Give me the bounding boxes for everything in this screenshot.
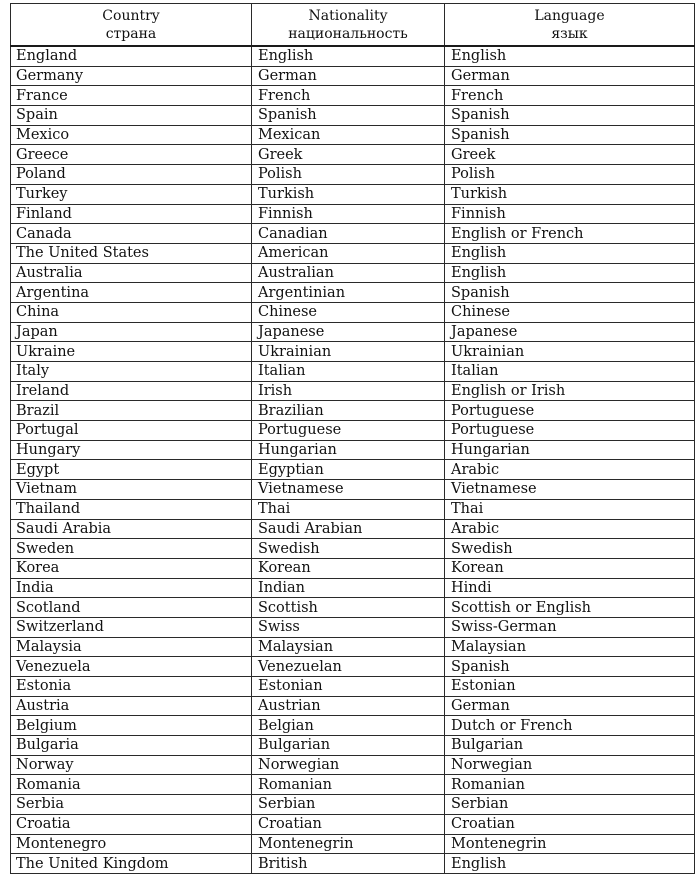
nationality-cell: American: [252, 243, 445, 263]
country-cell: Montenegro: [11, 834, 252, 854]
table-row: [11, 480, 695, 500]
country-cell: Norway: [11, 755, 252, 775]
language-cell: French: [445, 86, 695, 106]
header-nationality-ru: национальность: [288, 25, 408, 42]
country-cell: Korea: [11, 558, 252, 578]
nationality-cell: Indian: [252, 578, 445, 598]
language-cell: Greek: [445, 145, 695, 165]
header-country-ru: страна: [105, 25, 157, 42]
country-cell: Poland: [11, 165, 252, 185]
nationality-cell: Austrian: [252, 696, 445, 716]
table-row: [11, 342, 695, 362]
country-cell: Thailand: [11, 499, 252, 519]
country-cell: England: [11, 46, 252, 66]
nationality-cell: British: [252, 854, 445, 874]
nationality-cell: English: [252, 46, 445, 66]
nationality-cell: Vietnamese: [252, 480, 445, 500]
table-row: [11, 440, 695, 460]
language-cell: English or French: [445, 224, 695, 244]
country-cell: Belgium: [11, 716, 252, 736]
nationality-cell: Polish: [252, 165, 445, 185]
table-row: [11, 145, 695, 165]
table-row: [11, 834, 695, 854]
language-cell: Ukrainian: [445, 342, 695, 362]
country-cell: The United States: [11, 243, 252, 263]
language-cell: English: [445, 263, 695, 283]
language-cell: Polish: [445, 165, 695, 185]
country-cell: France: [11, 86, 252, 106]
language-cell: Hindi: [445, 578, 695, 598]
language-cell: Bulgarian: [445, 736, 695, 756]
header-language: [445, 4, 695, 47]
table-row: [11, 184, 695, 204]
country-cell: Estonia: [11, 677, 252, 697]
country-cell: Japan: [11, 322, 252, 342]
header-nationality: [252, 4, 445, 47]
country-cell: Sweden: [11, 539, 252, 559]
table-row: [11, 814, 695, 834]
nationality-cell: Spanish: [252, 106, 445, 126]
language-cell: Turkish: [445, 184, 695, 204]
nationality-cell: Saudi Arabian: [252, 519, 445, 539]
language-cell: Dutch or French: [445, 716, 695, 736]
nationality-cell: Finnish: [252, 204, 445, 224]
nationality-cell: Mexican: [252, 125, 445, 145]
language-cell: Swiss-German: [445, 617, 695, 637]
country-cell: Argentina: [11, 283, 252, 303]
country-cell: Germany: [11, 66, 252, 86]
country-cell: Scotland: [11, 598, 252, 618]
country-cell: China: [11, 302, 252, 322]
table-row: [11, 637, 695, 657]
table-row: [11, 66, 695, 86]
language-cell: Hungarian: [445, 440, 695, 460]
language-cell: Arabic: [445, 460, 695, 480]
nationality-cell: Canadian: [252, 224, 445, 244]
country-cell: The United Kingdom: [11, 854, 252, 874]
language-cell: Arabic: [445, 519, 695, 539]
language-cell: Spanish: [445, 657, 695, 677]
table-row: [11, 46, 695, 66]
language-cell: English: [445, 243, 695, 263]
table-row: [11, 736, 695, 756]
nationality-cell: Montenegrin: [252, 834, 445, 854]
language-cell: Finnish: [445, 204, 695, 224]
country-cell: Spain: [11, 106, 252, 126]
table-row: [11, 578, 695, 598]
nationality-cell: Estonian: [252, 677, 445, 697]
table-row: [11, 795, 695, 815]
language-cell: Montenegrin: [445, 834, 695, 854]
country-cell: Brazil: [11, 401, 252, 421]
table-row: [11, 598, 695, 618]
nationality-cell: Thai: [252, 499, 445, 519]
country-cell: Mexico: [11, 125, 252, 145]
table-row: [11, 499, 695, 519]
country-cell: Portugal: [11, 421, 252, 441]
nationality-cell: Chinese: [252, 302, 445, 322]
table-body: [11, 46, 695, 873]
nationality-cell: Swiss: [252, 617, 445, 637]
country-cell: Venezuela: [11, 657, 252, 677]
country-cell: Bulgaria: [11, 736, 252, 756]
table-row: [11, 558, 695, 578]
table-row: [11, 165, 695, 185]
country-cell: Ireland: [11, 381, 252, 401]
table-row: [11, 263, 695, 283]
nationality-cell: Malaysian: [252, 637, 445, 657]
nationality-cell: Japanese: [252, 322, 445, 342]
language-cell: Portuguese: [445, 421, 695, 441]
table-row: [11, 539, 695, 559]
country-cell: Croatia: [11, 814, 252, 834]
table-row: [11, 519, 695, 539]
header-language-en: Language: [534, 7, 605, 24]
language-cell: Malaysian: [445, 637, 695, 657]
language-cell: Spanish: [445, 106, 695, 126]
table-row: [11, 755, 695, 775]
nationality-cell: Argentinian: [252, 283, 445, 303]
language-cell: English: [445, 46, 695, 66]
table-row: [11, 657, 695, 677]
country-cell: Switzerland: [11, 617, 252, 637]
nationality-cell: Scottish: [252, 598, 445, 618]
table-row: [11, 106, 695, 126]
countries-table-container: [10, 3, 694, 874]
nationality-cell: Australian: [252, 263, 445, 283]
country-cell: Serbia: [11, 795, 252, 815]
country-cell: Malaysia: [11, 637, 252, 657]
language-cell: English: [445, 854, 695, 874]
country-cell: Italy: [11, 362, 252, 382]
table-row: [11, 283, 695, 303]
table-row: [11, 617, 695, 637]
nationality-cell: Bulgarian: [252, 736, 445, 756]
language-cell: Norwegian: [445, 755, 695, 775]
language-cell: German: [445, 66, 695, 86]
table-row: [11, 421, 695, 441]
nationality-cell: Egyptian: [252, 460, 445, 480]
header-nationality-en: Nationality: [308, 7, 388, 24]
header-language-ru: язык: [551, 25, 588, 42]
countries-table: [10, 3, 695, 874]
table-row: [11, 362, 695, 382]
language-cell: German: [445, 696, 695, 716]
table-row: [11, 460, 695, 480]
language-cell: Japanese: [445, 322, 695, 342]
nationality-cell: Ukrainian: [252, 342, 445, 362]
country-cell: Ukraine: [11, 342, 252, 362]
nationality-cell: Romanian: [252, 775, 445, 795]
nationality-cell: French: [252, 86, 445, 106]
country-cell: Hungary: [11, 440, 252, 460]
table-row: [11, 677, 695, 697]
language-cell: Scottish or English: [445, 598, 695, 618]
language-cell: Vietnamese: [445, 480, 695, 500]
nationality-cell: Brazilian: [252, 401, 445, 421]
table-row: [11, 775, 695, 795]
nationality-cell: Korean: [252, 558, 445, 578]
nationality-cell: Belgian: [252, 716, 445, 736]
language-cell: Korean: [445, 558, 695, 578]
language-cell: Estonian: [445, 677, 695, 697]
nationality-cell: Portuguese: [252, 421, 445, 441]
language-cell: English or Irish: [445, 381, 695, 401]
table-row: [11, 401, 695, 421]
nationality-cell: Croatian: [252, 814, 445, 834]
country-cell: Austria: [11, 696, 252, 716]
table-row: [11, 322, 695, 342]
nationality-cell: Hungarian: [252, 440, 445, 460]
language-cell: Italian: [445, 362, 695, 382]
language-cell: Spanish: [445, 283, 695, 303]
table-row: [11, 86, 695, 106]
language-cell: Romanian: [445, 775, 695, 795]
table-row: [11, 302, 695, 322]
country-cell: Turkey: [11, 184, 252, 204]
language-cell: Thai: [445, 499, 695, 519]
language-cell: Swedish: [445, 539, 695, 559]
table-row: [11, 243, 695, 263]
nationality-cell: Italian: [252, 362, 445, 382]
nationality-cell: Irish: [252, 381, 445, 401]
country-cell: Egypt: [11, 460, 252, 480]
table-row: [11, 125, 695, 145]
country-cell: Romania: [11, 775, 252, 795]
language-cell: Portuguese: [445, 401, 695, 421]
language-cell: Serbian: [445, 795, 695, 815]
country-cell: Canada: [11, 224, 252, 244]
nationality-cell: Serbian: [252, 795, 445, 815]
country-cell: Greece: [11, 145, 252, 165]
nationality-cell: Swedish: [252, 539, 445, 559]
table-row: [11, 854, 695, 874]
table-row: [11, 716, 695, 736]
language-cell: Croatian: [445, 814, 695, 834]
language-cell: Chinese: [445, 302, 695, 322]
header-country-en: Country: [102, 7, 160, 24]
nationality-cell: Venezuelan: [252, 657, 445, 677]
table-row: [11, 696, 695, 716]
country-cell: Vietnam: [11, 480, 252, 500]
table-row: [11, 224, 695, 244]
country-cell: Finland: [11, 204, 252, 224]
table-header: [11, 4, 695, 47]
country-cell: Saudi Arabia: [11, 519, 252, 539]
header-row: [11, 4, 695, 47]
nationality-cell: Greek: [252, 145, 445, 165]
country-cell: Australia: [11, 263, 252, 283]
nationality-cell: Norwegian: [252, 755, 445, 775]
nationality-cell: Turkish: [252, 184, 445, 204]
language-cell: Spanish: [445, 125, 695, 145]
country-cell: India: [11, 578, 252, 598]
nationality-cell: German: [252, 66, 445, 86]
table-row: [11, 381, 695, 401]
header-country: [11, 4, 252, 47]
table-row: [11, 204, 695, 224]
